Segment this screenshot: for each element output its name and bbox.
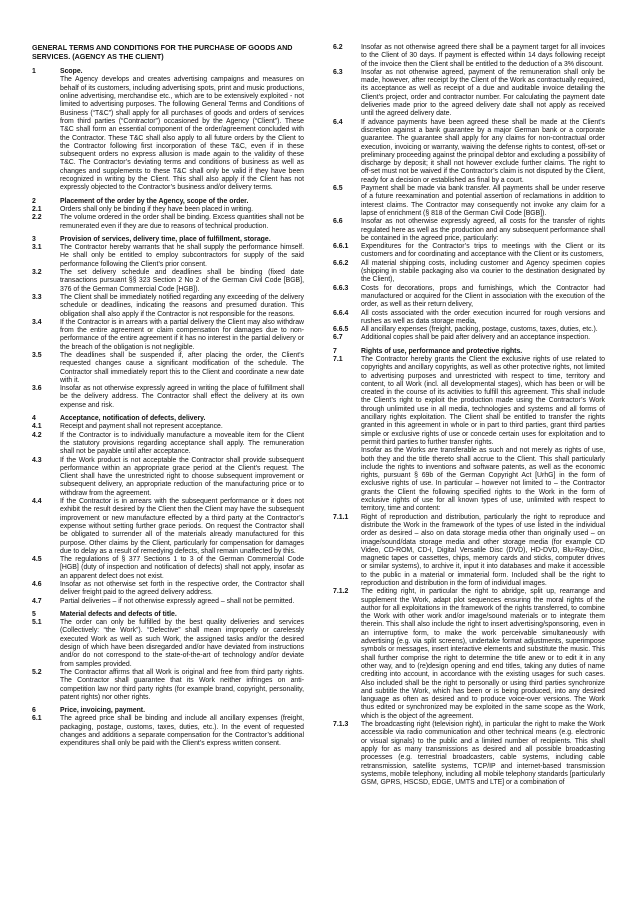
clause-number: 2: [32, 197, 36, 205]
section-heading: [32, 68, 304, 76]
clause-number: 6.6.2: [333, 259, 349, 267]
clause: [32, 76, 304, 192]
clause-number: 3.5: [32, 351, 42, 359]
clause-text: Costs for decorations, props and furnishings, which the Contractor had manufactured or acquired for the Client in association with the execution of the order, as well as their return delivery,: [361, 284, 605, 309]
clause: [333, 119, 605, 185]
clause-text: Additional copies shall be paid after delivery and an acceptance inspection.: [361, 334, 591, 342]
clause-text: Partial deliveries – if not otherwise expressly agreed – shall not be permitted.: [60, 597, 295, 605]
clause-number: 3.6: [32, 385, 42, 393]
clause: [32, 669, 304, 702]
section-heading: [32, 415, 304, 423]
clause-number: 6.6: [333, 218, 343, 226]
clause-number: 3.1: [32, 244, 42, 252]
clause-number: [32, 76, 60, 192]
clause: [333, 69, 605, 119]
clause-number: 4.6: [32, 581, 42, 588]
clause-text: All material shipping costs, including customer and Agency specimen copies (shipping in stabile packaging also via courier to the destination designated by the Client),: [361, 259, 605, 284]
clause-number: 4.7: [32, 597, 42, 605]
section-title: Provision of services, delivery time, place of fulfillment, storage.: [60, 235, 271, 243]
clause-number: 6.1: [32, 715, 42, 723]
section-title: Scope.: [60, 68, 83, 76]
section-title: Price, invoicing, payment.: [60, 707, 146, 715]
clause-number: 4.1: [32, 423, 42, 431]
section-heading: [32, 236, 304, 244]
clause-text: If the Contractor is in arrears with a partial delivery the Client may also withdraw from the entire agreement or claim compensation for damages due to non-performance of the entire agreement if it has no interest in the partial delivery or the breach of the obligation is not negligible.: [60, 318, 304, 351]
clause: [32, 385, 304, 410]
clause: [32, 214, 304, 231]
clause: [333, 260, 605, 285]
clause: [32, 294, 304, 319]
clause-text: Insofar as not otherwise expressly agreed, all costs for the transfer of rights regulated here as well as the production and any subsequent performance shall be contained in the agreed price, particularly:: [361, 218, 605, 242]
section-title: Rights of use, performance and protective rights.: [361, 347, 523, 355]
clause-text: The editing right, in particular the right to abridge, split up, rearrange and supplement the Work, adapt plot sequences ensuring the moral rights of the author for all exploitations in the framework of the rights transferred, to combine the Work with other work and/or image/sound materials or to integrate them therein. This shall also include the right to insert advertising/sponsoring, even in an interruptive form, to make the work perceivable simultaneously with advertising (e.g. via split screens), undertake format adjustments, superimpose symbols or messages, insert interactive elements and substitute the music. This shall further comprise the right to determine the title anew or to edit it in any other way, and to (re)design opening and end titles, taking any duties of name crediting into account, in accordance with the existing usages for such cases. Also included shall be the right to personally or using third parties synchronize and subtitle the Work, which has been or is being produced, into any desired language as often as desired and to produce voice-over versions. The Work thus edited or synchronized may be exploited in the same scope as the Work, which is the object of the agreement.: [361, 588, 605, 720]
clause: [32, 556, 304, 581]
clause-number: 6.5: [333, 185, 343, 193]
clause-number: 6.2: [333, 44, 343, 51]
clause-number: 6.4: [333, 118, 343, 126]
clause-text: If advance payments have been agreed these shall be made at the Client’s discretion against a bank guarantee by a major German bank or a corporate guarantee. The guarantee shall apply for any claims for non-contractual order execution, invoicing or warranty, waiving the defense rights to contest, off-set or preliminary proceeding against the principal debtor and excluding a possibility of discharge by deposit; it shall not however exclude further claims. The right to off-set must not be waived if the Contractor’s claim is not disputed by the Client, ready for a decision or established as final by a court.: [361, 118, 605, 184]
clause-number: 6.7: [333, 334, 343, 342]
clause-text: All costs associated with the order execution incurred for rough versions and rushes as well as data storage media,: [361, 309, 605, 325]
clause-text: Insofar as not otherwise expressly agreed in writing the place of fulfillment shall be the delivery address. The Contractor shall effect the delivery at its own expense and risk.: [60, 385, 304, 409]
right-column: [333, 44, 605, 787]
clause-number: 6: [32, 707, 36, 715]
clause-number: 4.4: [32, 498, 42, 506]
clause: [32, 423, 304, 431]
clause: [32, 457, 304, 498]
clause: [333, 334, 605, 342]
clause: [333, 447, 605, 513]
clause-text: The Agency develops and creates advertising campaigns and measures on behalf of its customers, including advertising spots, print and music productions, online advertising, merchandise etc., which are to be extensively exploited - not limited to advertising purposes. The following General Terms and Conditions of Business (“T&C”) shall apply for all purchases of goods and orders of services from third parties (“Contractor”) occasioned by the Agency (“Client”). These T&C shall form an essential component of the order/agreement concluded with the Contractor. These T&C shall also apply to all future orders by the Client to the Contractor following first incorporation of these T&C, even if in these subsequent orders no express allusion is made again to the validity of these T&C. The Contractor’s deviating terms and conditions of business as well as changes and supplements to these T&C shall only be valid if they have been recognized in writing by the Client. This shall also apply if the Client has not expressly objected to the Contractor’s business and/or delivery terms.: [60, 76, 304, 192]
clause-number: 3: [32, 235, 36, 243]
clause: [32, 432, 304, 457]
clause-number: 1: [32, 68, 36, 76]
clause-text: The Contractor hereby warrants that he shall supply the performance himself. He shall only be entitled to employ subcontractors for supply of the said performance following the Client’s prior consent.: [60, 244, 304, 268]
clause-text: Insofar as not otherwise agreed, payment of the remuneration shall only be made, however, after receipt by the Client of the Work as contractually required, its acceptance as well as receipt of a due and auditable invoice detailing the Client’s project, order and contractor number. For calculating the payment date deliveries made prior to the agreed delivery date shall not apply as received until the agreed delivery date.: [361, 68, 605, 118]
section-heading: [32, 707, 304, 715]
clause-number: [333, 447, 361, 513]
clause: [32, 581, 304, 598]
clause: [333, 185, 605, 218]
clause-text: The Contractor hereby grants the Client the exclusive rights of use related to copyrights and ancillary copyrights, as well as other protective rights, not limited to advertising purposes and unrestricted with respect to time, territory and content, to all Work (incl. all developmental stages), which has been or will be created in the course of its activities to fulfill this agreement. This shall include the Client’s right to exploit the production made using the Contractor’s Work through unlimited use in all media, technologies and systems and all forms of ancillary rights exploitation. The Client shall be entitled to transfer the rights granted in this agreement in whole or in part to third parties, grant third parties simple or exclusive rights of use or concede certain uses for exploitation and to permit third parties to further transfer rights.: [361, 355, 605, 446]
clause-text: The Client shall be immediately notified regarding any exceeding of the delivery schedule or deadlines, indicating the reasons and presumed duration. This obligation shall also apply if the Contractor is not responsible for the reasons.: [60, 293, 304, 318]
section-title: Placement of the order by the Agency, scope of the order.: [60, 197, 249, 205]
document-title: GENERAL TERMS AND CONDITIONS FOR THE PURCHASE OF GOODS AND SERVICES. (AGENCY AS THE CLIENT): [32, 43, 293, 61]
clause-text: All ancillary expenses (freight, packing, postage, customs, taxes, duties, etc.).: [361, 326, 598, 334]
clause-text: The broadcasting right (television right), in particular the right to make the Work accessible via radio communication and other technical means (e.g. electronic or visual signals) to the public and a limited number of recipients. This shall apply for as many transmissions as desired and all possible broadcasting processes (e.g. terrestrial broadcasters, cable systems, including cable retransmission, satellite systems, TCP/IP and internet-based transmission systems, mobile telephony, including all mobile telephony standards [particularly GSM, GPRS, HSCSD, EDGE, UMTS and LTE] or a combination of: [361, 721, 605, 787]
clause: [32, 319, 304, 352]
clause-number: 7: [333, 347, 337, 355]
clause-number: 7.1: [333, 355, 343, 363]
clause-number: 3.2: [32, 269, 42, 277]
clause-number: 3.4: [32, 318, 42, 326]
clause: [333, 243, 605, 260]
section-title: Acceptance, notification of defects, delivery.: [60, 415, 206, 423]
clause-number: 6.6.4: [333, 309, 349, 317]
section-title: Material defects and defects of title.: [60, 610, 177, 618]
clause-number: 6.6.1: [333, 243, 349, 251]
clause: [32, 598, 304, 606]
clause-text: Right of reproduction and distribution, particularly the right to reproduce and distribute the Work in the framework of the types of use listed in the individual order as desired – also on data storage media other than originally used – on image/sound/data storage media and other storage media (for example CD Video, CD-ROM, CD-I, Digital Versatile Disc (DVD), HD-DVD, Blu-Ray-Disc, magnetic tapes or cassettes, chips, memory cards and sticks, computer drives or similar systems), to archive it, input it into databases and make it accessible to the public in a material or immaterial form. Included shall be the right to reproduction and distribution in the form of individual images.: [361, 513, 605, 587]
clause-number: 2.2: [32, 214, 42, 222]
clause: [32, 619, 304, 669]
clause: [333, 356, 605, 447]
clause-text: The agreed price shall be binding and include all ancillary expenses (freight, packaging, postage, customs, taxes, duties, etc.). In the event of requested changes and additions a separate compensation for the Contractor’s additional expenditures shall only be paid with the Client’s express written consent.: [60, 715, 304, 748]
clause-text: The deadlines shall be suspended if, after placing the order, the Client’s requested changes cause a significant modification of the schedule. The Contractor shall immediately report this to the Client and coordinate a new date with it.: [60, 351, 304, 384]
left-column: [32, 44, 304, 749]
clause-number: 7.1.1: [333, 513, 349, 521]
clause-text: If the Work product is not acceptable the Contractor shall provide subsequent performance within an appropriate grace period at the Client’s request. The Client shall have the unrestricted right to choose subsequent improvement or subsequent delivery, an appropriate reduction of the manufacturing price or to withdraw from the agreement.: [60, 456, 304, 497]
clause-text: The volume ordered in the order shall be binding. Excess quantities shall not be remunerated even if they are due to reasons of technical production.: [60, 214, 304, 230]
clause-number: 5.1: [32, 619, 42, 627]
clause-number: 3.3: [32, 293, 42, 301]
clause: [333, 218, 605, 243]
clause: [32, 244, 304, 269]
clause: [32, 715, 304, 748]
clause: [32, 206, 304, 214]
section-heading: [32, 198, 304, 206]
clause-text: The regulations of § 377 Sections 1 to 3 of the German Commercial Code [HGB] (duty of inspection and notification of defects) shall not apply, insofar as an apparent defect does not exist.: [60, 556, 304, 580]
section-heading: [32, 611, 304, 619]
clause-text: Expenditures for the Contractor’s trips to meetings with the Client or its customers and for coordinating and acceptance with the Client or its customers,: [361, 243, 605, 259]
clause-number: 4.5: [32, 556, 42, 564]
clause-number: 5: [32, 610, 36, 618]
clause: [333, 326, 605, 334]
clause-text: If the Contractor is to individually manufacture a moveable item for the Client the statutory provisions regarding acceptance shall apply. The remuneration shall not be payable until after acceptance.: [60, 431, 304, 456]
clause-text: Insofar as not otherwise agreed there shall be a payment target for all invoices to the Client of 30 days. If payment is effected within 14 days following receipt of the invoice then the Client shall be entitled to the deduction of a 3% discount.: [361, 44, 605, 68]
clause-text: If the Contractor is in arrears with the subsequent performance or it does not exhibit the result desired by the Client then the Client may have the subsequent improvement or new manufacture effected by a third party at the Contractor’s expense without setting further grace periods. On request the Contractor shall be obligated to surrender all of the materials already manufactured for this purpose. Other claims by the Client, particularly for compensation for damages due to delay as a result of remedying defects, shall remain unaffected by this.: [60, 498, 304, 555]
clause-number: 5.2: [32, 668, 42, 676]
clause: [333, 285, 605, 310]
clause: [32, 269, 304, 294]
clause-number: 4.3: [32, 456, 42, 464]
clause: [32, 352, 304, 385]
clause-text: Receipt and payment shall not represent acceptance.: [60, 423, 223, 431]
clause-text: Insofar as not otherwise set forth in the respective order, the Contractor shall deliver freight paid to the agreed delivery address.: [60, 581, 304, 597]
clause-text: Payment shall be made via bank transfer. All payments shall be under reserve of a future reexamination and potential assertion of reclamations in addition to interest claims. The Contractor may consequently not invoke any claim for a lapse of enrichment (§ 818 of the German Civil Code [BGB]).: [361, 185, 605, 217]
clause-number: 7.1.2: [333, 588, 349, 596]
clause: [333, 514, 605, 589]
clause: [333, 44, 605, 69]
clause-text: The Contractor affirms that all Work is original and free from third party rights. The Contractor shall guarantee that its Work neither infringes on anti-competition law nor third party rights (for example brand, copyright, personality, patent rights) nor other rights.: [60, 668, 304, 701]
clause-number: 6.6.3: [333, 284, 349, 292]
clause-number: 2.1: [32, 205, 42, 213]
clause-number: 4.2: [32, 431, 42, 439]
clause-text: The order can only be fulfilled by the best quality deliveries and services (Collectively: “the Work”). “Defective” shall mean improperly or carelessly executed Work as well as such Work, the assigned tasks and/or the desired design of which have been disregarded and/or have deviated from instructions and/or do not correspond to the state-of-the-art of technology and/or deviate from samples provided.: [60, 619, 304, 668]
clause: [333, 310, 605, 327]
clause-number: 4: [32, 415, 36, 423]
clause-text: Insofar as the Works are transferable as such and not merely as rights of use, both they and the title thereto shall accrue to the Client. This shall particularly include the rights to inventions and software patents, as well as the economic rights, pursuant § 69b of the German Copyright Act [UrhG] in the form of exclusive rights of use. In particular – however not limited to – the Contractor grants the Client the following specified rights to the Work in the form of exclusive rights of use for all known types of use, unlimited with respect to territory, time and content:: [361, 447, 605, 513]
clause: [333, 588, 605, 721]
clause-number: 6.6.5: [333, 326, 349, 334]
clause: [32, 498, 304, 556]
clause-text: The set delivery schedule and deadlines shall be binding (fixed date transactions pursuant §§ 323 Section 2 No 2 of the German Civil Code [BGB], 376 of the German Commercial Code [HGB]).: [60, 269, 304, 293]
clause: [333, 721, 605, 787]
clause-text: Orders shall only be binding if they have been placed in writing.: [60, 205, 254, 213]
section-heading: [333, 348, 605, 356]
clause-number: 7.1.3: [333, 721, 349, 729]
clause-number: 6.3: [333, 68, 343, 76]
